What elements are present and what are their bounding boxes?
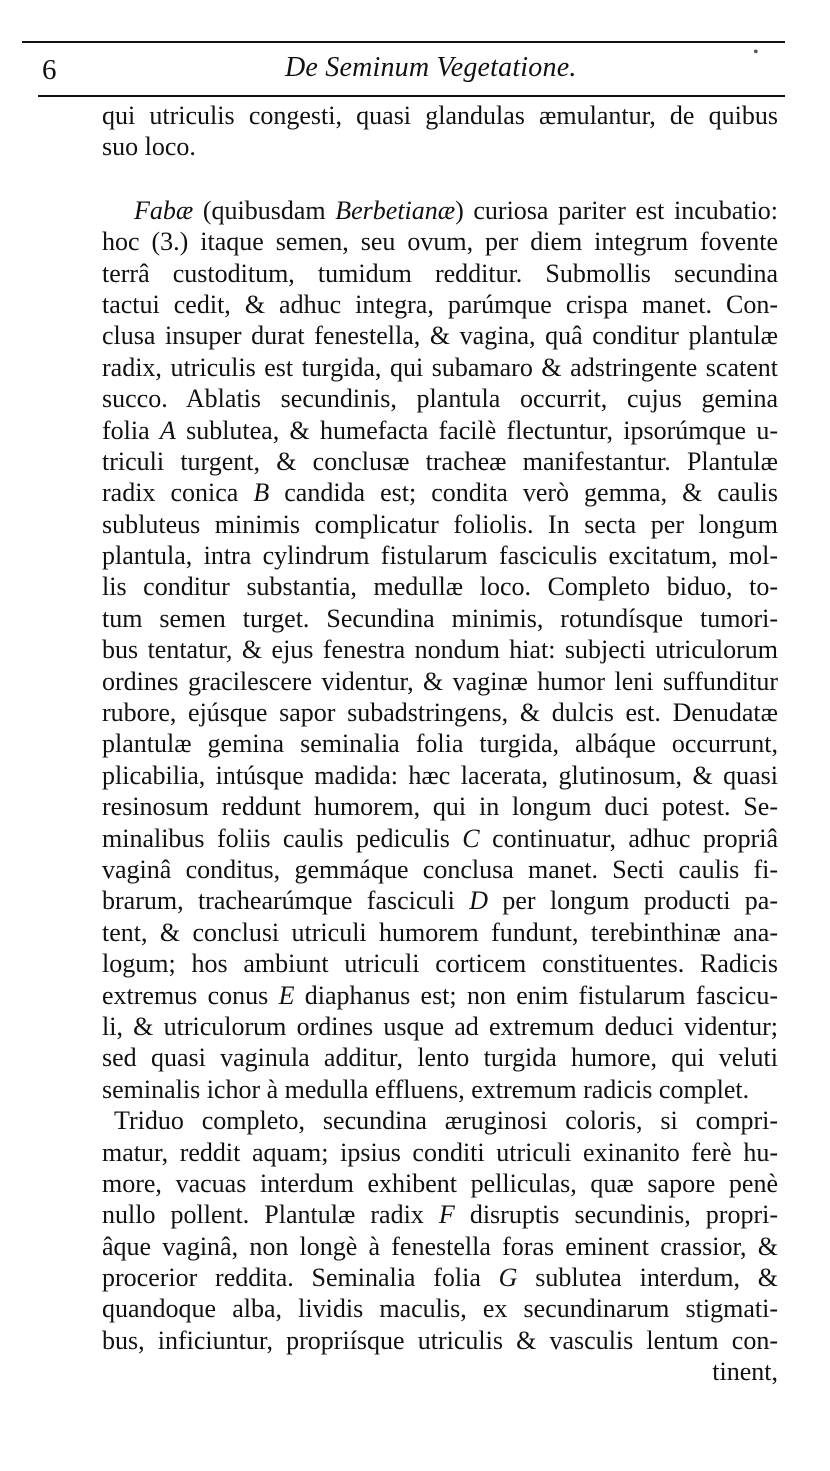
text-line: bus, inficiuntur, propriísque utriculis & vasculis lentum con- [102,1325,778,1355]
text-line: qui utriculis congesti, quasi glandulas æmulantur, de quibus [102,101,778,130]
text-line [102,823,778,854]
text-line: suo loco. [102,132,196,162]
text-line: li, & utriculorum ordines usque ad extremum deduci videntur; [102,1011,778,1041]
italic-word: Fabæ [134,195,194,225]
text-line: ordines gracilescere videntur, & vaginæ humor leni suffunditur [102,666,778,696]
text-run: disruptis secundinis, propri- [454,1200,779,1230]
text-run: folia [102,415,160,445]
text-run: ) curiosa pariter est incubatio: [455,195,778,225]
text-line [102,885,778,916]
text-line: sed quasi vaginula additur, lento turgida humore, qui veluti [102,1043,778,1073]
text-line: hoc (3.) itaque semen, seu ovum, per diem integrum fovente [102,227,778,257]
figure-letter: A [159,415,176,445]
italic-word: Berbetianæ [335,195,456,225]
text-line: succo. Ablatis secundinis, plantula occurrit, cujus gemina [102,384,778,414]
text-run: procerior reddita. Seminalia folia [102,1263,499,1293]
text-line [102,1262,778,1293]
text-run: sublutea, & humefacta facilè flectuntur, ipsorúmque u- [175,415,778,445]
text-line: lis conditur substantia, medullæ loco. Completo biduo, to- [102,572,778,602]
body-text [102,100,778,1388]
text-line [102,1199,778,1230]
figure-letter: E [278,980,295,1010]
paragraph-gap [102,163,778,195]
text-line: more, vacuas interdum exhibent pelliculas, quæ sapore penè [102,1168,778,1198]
figure-letter: C [462,823,480,853]
text-line: tactui cedit, & adhuc integra, parúmque crispa manet. Con- [102,289,778,319]
text-line: resinosum reddunt humorem, qui in longum duci potest. Se- [102,792,778,822]
text-line: quandoque alba, lividis maculis, ex secundinarum stigmati- [102,1294,778,1324]
text-line: subluteus minimis complicatur foliolis. In secta per longum [102,509,778,539]
figure-letter: B [253,478,270,508]
text-line [102,195,778,226]
text-line: tum semen turget. Secundina minimis, rotundísque tumori- [102,603,778,633]
figure-letter: G [498,1263,518,1293]
figure-letter: F [438,1200,455,1230]
text-line: tent, & conclusi utriculi humorem fundunt, terebinthinæ ana- [102,917,778,947]
text-line: rubore, ejúsque sapor subadstringens, & dulcis est. Denudatæ [102,698,778,728]
text-run: continuatur, adhuc propriâ [479,823,779,853]
text-run: radix conica [102,478,254,508]
text-run: extremus conus [102,980,279,1010]
text-line: Triduo completo, secundina æruginosi coloris, si compri- [114,1106,778,1136]
text-run: candida est; condita verò gemma, & caulis [269,478,778,508]
text-run: per longum producti pa- [488,886,778,916]
page-header [0,44,830,88]
text-line: matur, reddit aquam; ipsius conditi utriculi exinanito ferè hu- [102,1137,778,1167]
text-line: clusa insuper durat fenestella, & vagina, quâ conditur plantulæ [102,321,778,351]
text-run: (quibusdam [193,195,336,225]
text-line [102,477,778,508]
text-run: brarum, trachearúmque fasciculi [102,886,470,916]
figure-letter: D [469,886,489,916]
text-line: plantula, intra cylindrum fistularum fasciculis excitatum, mol- [102,541,778,571]
text-run: diaphanus est; non enim fistularum fascicu- [294,980,778,1010]
text-line: plantulæ gemina seminalia folia turgida, albáque occurrunt, [102,729,778,759]
text-line [102,980,778,1011]
text-line: radix, utriculis est turgida, qui subamaro & adstringente scatent [102,352,778,382]
catchword: tinent, [712,1357,778,1387]
header-top-rule [22,41,785,43]
header-bottom-rule [38,95,785,97]
text-line: seminalis ichor à medulla effluens, extremum radicis complet. [102,1074,750,1104]
text-run: sublutea interdum, & [517,1263,778,1293]
text-line: terrâ custoditum, tumidum redditur. Submollis secundina [102,258,778,288]
text-run: nullo pollent. Plantulæ radix [102,1200,439,1230]
running-head: De Seminum Vegetatione. [285,52,577,83]
text-line [102,415,778,446]
text-line: vaginâ conditus, gemmáque conclusa manet. Secti caulis fi- [102,854,778,884]
text-run: minalibus foliis caulis pediculis [102,823,463,853]
text-line: âque vaginâ, non longè à fenestella foras eminent crassior, & [102,1231,778,1261]
text-line: plicabilia, intúsque madida: hæc lacerata, glutinosum, & quasi [102,760,778,790]
text-line: logum; hos ambiunt utriculi corticem constituentes. Radicis [102,949,778,979]
text-line: bus tentatur, & ejus fenestra nondum hiat: subjecti utriculorum [102,635,778,665]
page-number: 6 [42,54,57,86]
margin-mark: • [753,44,759,61]
text-line: triculi turgent, & conclusæ tracheæ manifestantur. Plantulæ [102,446,778,476]
